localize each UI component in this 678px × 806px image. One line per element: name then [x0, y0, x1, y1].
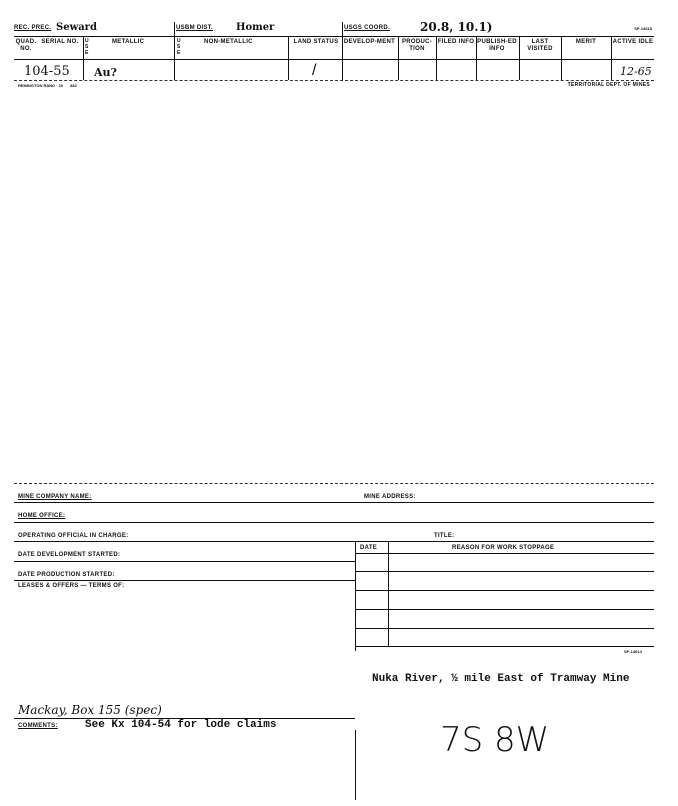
lower-form-top-rule [14, 483, 654, 484]
mine-company-rule [14, 502, 654, 503]
col-divider [611, 36, 612, 80]
date-production-rule [14, 580, 355, 581]
usgs-coord-value: 20.8, 10.1) [420, 20, 493, 34]
col-production: PRODUC-TION [401, 39, 433, 52]
township-range: 7S 8W [440, 720, 550, 760]
mine-company-name-label: MINE COMPANY NAME: [18, 494, 92, 500]
col-filed-info: FILED INFO [437, 39, 475, 45]
col-use-1: U S E [85, 38, 89, 56]
top-card [14, 22, 654, 92]
printer-code: 882 [70, 83, 77, 88]
rec-prec-label: REC. PREC. [14, 25, 52, 31]
col-active-idle: ACTIVE IDLE [612, 39, 654, 45]
record-land-status: / [312, 62, 317, 79]
printer-imprint [18, 83, 77, 88]
form-number-top: SP-14615 [634, 26, 652, 31]
col-divider [83, 36, 84, 80]
record-active-idle: 12-65 [620, 65, 652, 78]
usbm-dist-label: USBM DIST. [176, 25, 214, 31]
col-divider [342, 22, 343, 80]
col-land-status: LAND STATUS [293, 39, 339, 45]
stoppage-row-rule [355, 609, 654, 610]
record-metallic: Au? [94, 66, 117, 79]
col-use-2: U S E [177, 38, 181, 56]
col-divider [436, 36, 437, 80]
col-published-info: PUBLISH-ED INFO [477, 39, 517, 52]
col-divider [476, 36, 477, 80]
record-row-rule [14, 80, 654, 81]
record-quad-serial: 104-55 [24, 64, 70, 79]
col-quad-no: QUAD. NO. [15, 39, 37, 52]
comments-label: COMMENTS: [18, 723, 58, 729]
date-production-label: DATE PRODUCTION STARTED: [18, 572, 115, 578]
col-divider [561, 36, 562, 80]
location-note: Nuka River, ½ mile East of Tramway Mine [372, 673, 630, 685]
stoppage-divider [388, 541, 389, 646]
handwritten-reference: Mackay, Box 155 (spec) [18, 703, 162, 717]
stoppage-row-rule [355, 628, 654, 629]
stoppage-header-rule [355, 553, 654, 554]
comments-text: See Kx 104-54 for lode claims [85, 719, 277, 731]
mine-address-label: MINE ADDRESS: [364, 494, 416, 500]
stoppage-reason-header: REASON FOR WORK STOPPAGE [452, 545, 555, 551]
department-label: TERRITORIAL DEPT. OF MINES [567, 82, 650, 88]
col-divider [519, 36, 520, 80]
comments-divider [355, 730, 356, 800]
printer-name: REMINGTON RAND · 20 [18, 83, 64, 88]
stoppage-left-border [355, 541, 356, 651]
col-divider [398, 36, 399, 80]
col-metallic: METALLIC [112, 39, 145, 45]
col-non-metallic: NON-METALLIC [204, 39, 253, 45]
form-number-bottom: SP-14614 [624, 649, 642, 654]
date-development-label: DATE DEVELOPMENT STARTED: [18, 552, 121, 558]
rec-prec-value: Seward [56, 22, 97, 33]
header-rule [14, 36, 654, 37]
col-serial-no: SERIAL NO. [41, 39, 79, 45]
operating-official-rule [14, 541, 654, 542]
home-office-rule [14, 522, 654, 523]
usgs-coord-label: USGS COORD. [344, 25, 390, 31]
stoppage-row-rule [355, 646, 654, 647]
stoppage-row-rule [355, 590, 654, 591]
usbm-dist-value: Homer [236, 22, 275, 33]
operating-official-label: OPERATING OFFICIAL IN CHARGE: [18, 533, 129, 539]
date-development-rule [14, 561, 355, 562]
column-header-rule [14, 59, 654, 60]
stoppage-row-rule [355, 571, 654, 572]
col-last-visited: LAST VISITED [527, 39, 553, 52]
col-merit: MERIT [575, 39, 597, 45]
col-divider [174, 22, 175, 80]
title-label: TITLE: [434, 533, 455, 539]
home-office-label: HOME OFFICE: [18, 513, 66, 519]
col-divider [288, 36, 289, 80]
stoppage-date-header: DATE [360, 545, 378, 551]
leases-label: LEASES & OFFERS — TERMS OF: [18, 583, 125, 589]
col-development: DEVELOP-MENT [343, 39, 396, 45]
